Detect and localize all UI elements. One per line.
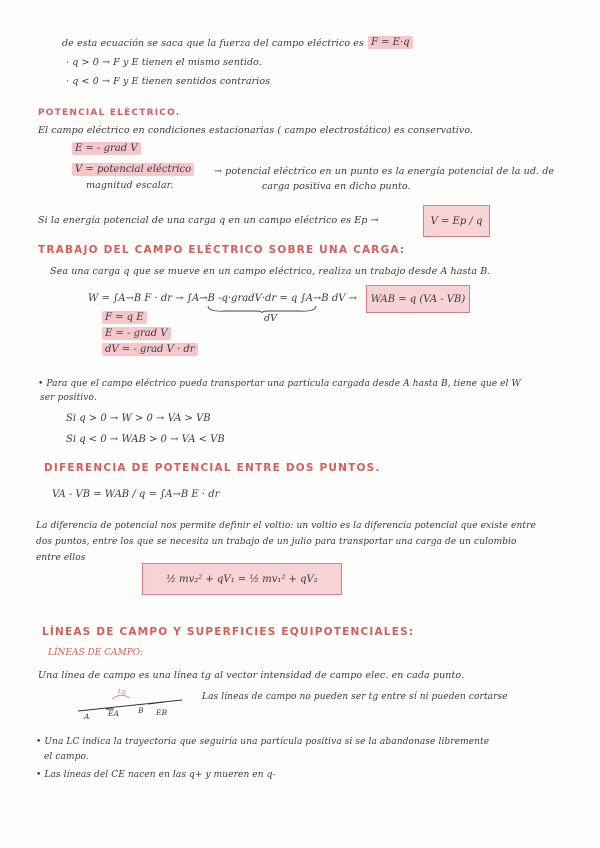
- potential-description-1: → potencial eléctrico en un punto es la energía potencial de la ud. de: [214, 166, 555, 177]
- case-positive: Si q > 0 → W > 0 → VA > VB: [66, 413, 211, 424]
- potential-formula: V = Ep / q: [430, 215, 483, 227]
- transport-line-2: ser positivo.: [40, 393, 97, 403]
- section-title-difference: DIFERENCIA DE POTENCIAL ENTRE DOS PUNTOS.: [44, 462, 381, 474]
- scalar-note: magnitud escalar.: [86, 180, 174, 191]
- field-line-rule: Las líneas de campo no pueden ser tg entre sí ni pueden cortarse: [202, 692, 508, 702]
- dv-relation-text: dV = - grad V · dr: [102, 343, 198, 356]
- field-grad-relation-text: E = - grad V: [102, 327, 171, 340]
- grad-equation: [72, 143, 141, 154]
- work-integral: W = ∫A→B F · dr → ∫A→B -q·gradV·dr = q ∫A→B dV →: [88, 293, 358, 304]
- field-line-definition: Una línea de campo es una línea tg al vector intensidad de campo elec. en cada punto.: [38, 670, 465, 681]
- section-title-work: TRABAJO DEL CAMPO ELÉCTRICO SOBRE UNA CARGA:: [38, 244, 406, 256]
- transport-line-1: • Para que el campo eléctrico pueda transportar una partícula cargada desde A hasta B, tiene que el W: [38, 379, 521, 389]
- dv-label: dV: [264, 313, 278, 324]
- field-line-origin: • Las líneas del CE nacen en las q+ y mueren en q-: [36, 770, 276, 780]
- field-ea-label: EA: [108, 709, 120, 718]
- volt-definition-3: entre ellos: [36, 553, 86, 563]
- dv-relation: [102, 344, 198, 355]
- force-equation: [368, 37, 413, 48]
- grad-equation-text: E = - grad V: [72, 142, 141, 155]
- volt-definition-2: dos puntos, entre los que se necesita un trabajo de un julio para transportar una carga de un culombio: [36, 537, 517, 547]
- difference-equation: VA - VB = WAB / q = ∫A→B E · dr: [52, 489, 220, 500]
- energy-line: Si la energía potencial de una carga q en un campo eléctrico es Ep →: [38, 215, 379, 226]
- section-title-field-lines: LÍNEAS DE CAMPO Y SUPERFICIES EQUIPOTENCIALES:: [42, 626, 415, 638]
- underbrace-icon: [206, 304, 318, 314]
- section-title-potential: POTENCIAL ELÉCTRICO.: [38, 108, 181, 118]
- subsection-field-lines: LÍNEAS DE CAMPO:: [48, 648, 144, 658]
- trajectory-line-2: el campo.: [44, 752, 89, 762]
- energy-conservation-formula: ½ mv₂² + qV₁ = ½ mv₁² + qV₂: [166, 573, 318, 585]
- energy-conservation-box: [142, 563, 342, 595]
- work-formula: WAB = q (VA - VB): [370, 293, 466, 305]
- potential-definition-text: V = potencial eléctrico: [72, 163, 194, 176]
- case-negative: Si q < 0 → WAB > 0 → VA < VB: [66, 434, 225, 445]
- bullet-positive: · q > 0 → F y E tienen el mismo sentido.: [66, 57, 262, 68]
- intro-line: de esta ecuación se saca que la fuerza del campo eléctrico es: [62, 38, 365, 49]
- work-intro: Sea una carga q que se mueve en un campo eléctrico, realiza un trabajo desde A hasta B.: [50, 266, 491, 277]
- volt-definition-1: La diferencia de potencial nos permite definir el voltio: un voltio es la diferencia potencial que existe entre: [36, 521, 536, 531]
- tangent-label: tg: [118, 687, 127, 696]
- point-b-label: B: [138, 706, 144, 715]
- force-charge-relation: [102, 312, 147, 323]
- force-equation-text: F = E·q: [368, 36, 413, 49]
- field-grad-relation: [102, 328, 171, 339]
- potential-description-2: carga positiva en dicho punto.: [262, 181, 411, 192]
- potential-formula-box: [423, 205, 490, 237]
- trajectory-line-1: • Una LC indica la trayectoria que seguiría una partícula positiva si se la abandonase libremente: [36, 737, 490, 747]
- potential-definition: [72, 164, 194, 175]
- field-eb-label: EB: [156, 708, 168, 717]
- point-a-label: A: [84, 712, 90, 721]
- work-formula-box: [366, 285, 470, 313]
- conservative-line: El campo eléctrico en condiciones estacionarias ( campo electrostático) es conservativo.: [38, 125, 474, 136]
- field-line-figure: [76, 684, 186, 720]
- bullet-negative: · q < 0 → F y E tienen sentidos contrarios: [66, 76, 271, 87]
- force-charge-relation-text: F = q E: [102, 311, 147, 324]
